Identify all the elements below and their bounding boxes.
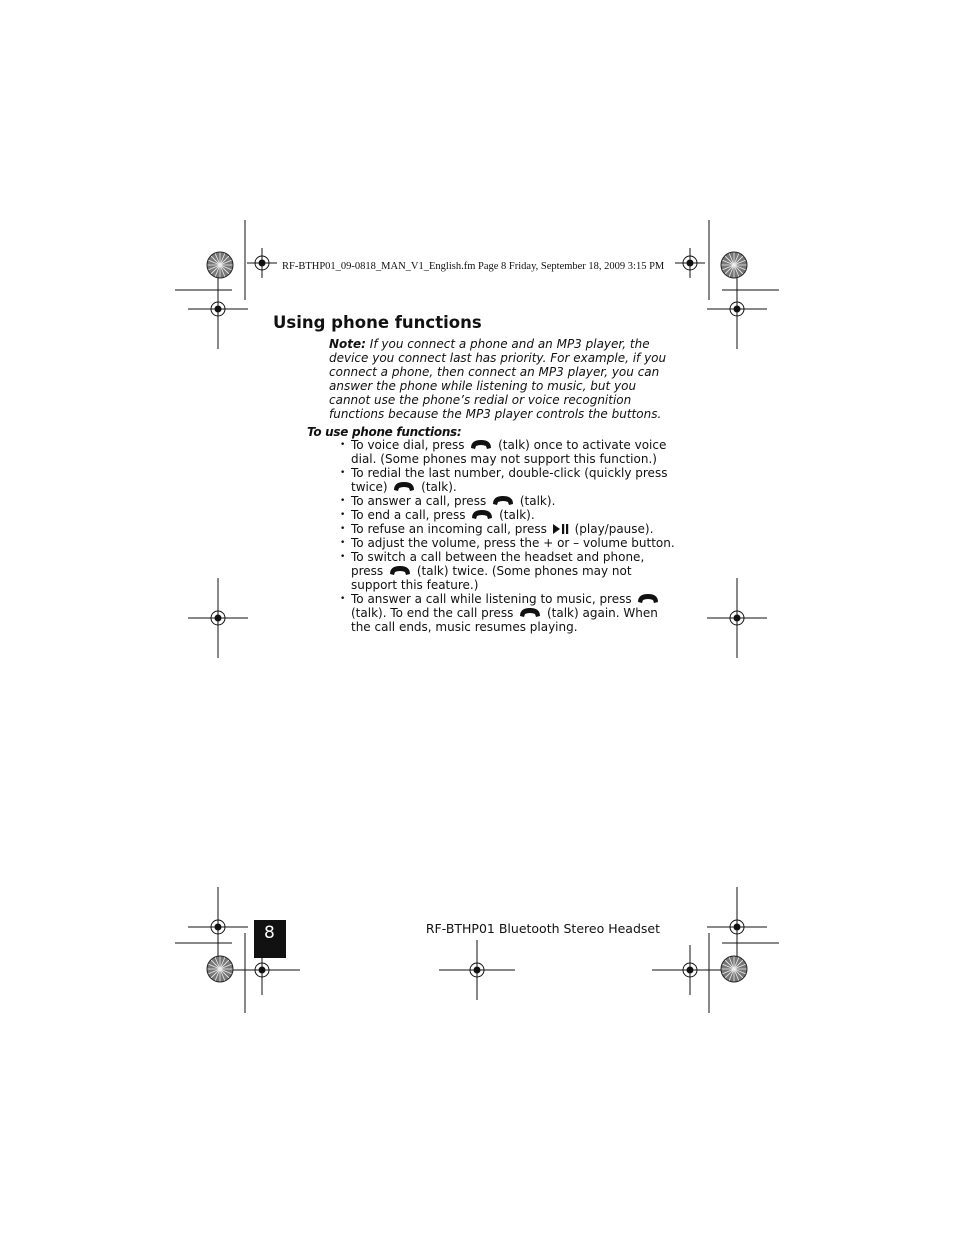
starburst-target-icon [206,955,234,983]
starburst-target-icon [720,251,748,279]
note-lead: Note: [329,337,366,351]
talk-button-icon [470,439,492,450]
item-text: To refuse an incoming call, press [351,522,547,536]
item-text: (talk). [421,480,457,494]
registration-mark-icon [439,940,515,1000]
file-slug: RF-BTHP01_09-0818_MAN_V1_English.fm Page 8 Friday, September 18, 2009 3:15 PM [282,261,665,272]
play-pause-icon [553,524,569,534]
registration-mark-icon [247,248,277,278]
item-text: (talk) again. When the call ends, music resumes playing. [351,606,658,634]
footer-title: RF-BTHP01 Bluetooth Stereo Headset [425,921,660,936]
item-text: To voice dial, press [351,438,465,452]
registration-mark-icon [675,248,705,278]
page-title: Using phone functions [273,313,482,332]
registration-mark-icon [707,578,767,658]
registration-mark-icon [652,945,728,995]
talk-button-icon [519,607,541,618]
item-text: (play/pause). [574,522,654,536]
list-item [340,536,680,550]
talk-button-icon [471,509,493,520]
item-text: (talk) once to activate voice dial. (Some phones may not support this function.) [351,438,667,466]
item-text: (talk) twice. (Some phones may not support this feature.) [351,564,632,592]
item-text: To answer a call while listening to music, press [351,592,632,606]
page-number: 8 [264,923,275,943]
item-text: To redial the last number, double-click (quickly press twice) [351,466,668,494]
subheading: To use phone functions: [307,425,462,439]
note-text: If you connect a phone and an MP3 player, the device you connect last has priority. For example, if you connect a phone, then connect an MP3 player, you can answer the phone while listening to music, but you cannot use the phone’s redial or voice recognition functions because the MP3 player controls the buttons. [329,337,667,421]
starburst-target-icon [206,251,234,279]
list-item [340,494,680,508]
registration-mark-icon [188,269,248,349]
item-text: To switch a call between the headset and phone, press [351,550,645,578]
page-number-tab [254,920,286,958]
talk-button-icon [393,481,415,492]
registration-mark-icon [707,269,767,349]
talk-button-icon [492,495,514,506]
list-item [340,466,680,494]
item-text: To adjust the volume, press the + or – volume button. [351,536,675,550]
item-text: (talk). [519,494,556,508]
starburst-target-icon [720,955,748,983]
instruction-list [340,438,680,634]
item-text: To answer a call, press [351,494,487,508]
talk-button-icon [389,565,411,576]
talk-button-icon [637,593,659,604]
list-item [340,508,680,522]
note-paragraph [329,337,669,421]
list-item [340,550,680,592]
registration-mark-icon [188,578,248,658]
item-text: (talk). To end the call press [351,606,514,620]
list-item [340,522,680,536]
list-item [340,592,680,634]
list-item [340,438,680,466]
item-text: To end a call, press [351,508,466,522]
item-text: (talk). [499,508,535,522]
